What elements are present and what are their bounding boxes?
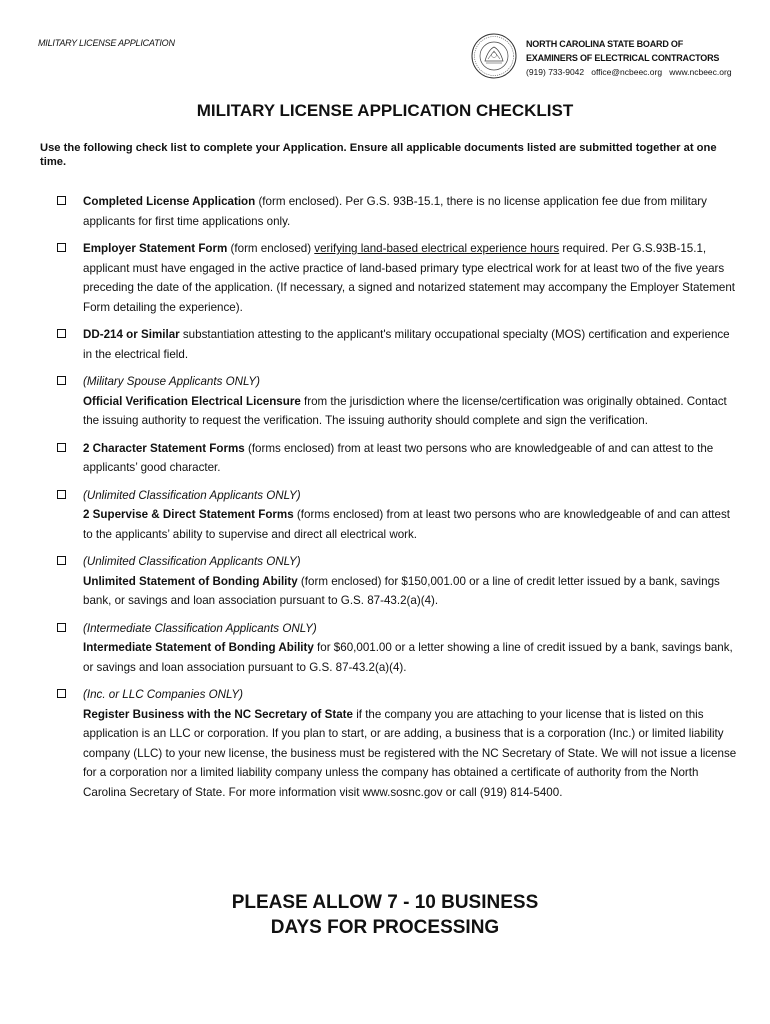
checklist-item bbox=[0, 372, 770, 431]
item-text: (forms enclosed) from at least two persons who are knowledgeable of and can attest to the applicants’ good character. bbox=[83, 441, 714, 474]
board-website[interactable]: www.ncbeec.org bbox=[669, 67, 732, 77]
processing-notice bbox=[0, 890, 770, 940]
item-text: from the jurisdiction where the license/certification was originally obtained. Contact the issuing authority to request the verification. The issuing authority should complete and sign the verification. bbox=[83, 394, 727, 427]
item-text: if the company you are attaching to your license that is listed on this application is an LLC or corporation. If you plan to start, or are adding, a business that is a corporation (Inc.) or limited liability company (LLC) to your new license, the business must be registered with the NC Secretary of State. We will not issue a license for a corporation nor a limited liability company unless the company has obtained a certificate of authority from the North Carolina Secretary of State. For more information visit www.sosnc.gov or call (919) 814-5400. bbox=[83, 707, 737, 799]
checklist-item bbox=[0, 239, 770, 317]
checklist-item-text bbox=[83, 685, 738, 802]
checklist-item bbox=[0, 552, 770, 611]
checkbox[interactable] bbox=[57, 490, 66, 499]
checklist-item-text bbox=[83, 192, 738, 231]
item-label: Register Business with the NC Secretary of State bbox=[83, 707, 353, 721]
board-contact bbox=[526, 65, 732, 79]
item-label: Employer Statement Form bbox=[83, 242, 228, 255]
item-label: 2 Supervise & Direct Statement Forms bbox=[83, 508, 294, 521]
checklist-item-text bbox=[83, 619, 738, 678]
checklist bbox=[0, 192, 770, 810]
item-note: (Military Spouse Applicants ONLY) bbox=[83, 375, 260, 388]
checklist-item-text bbox=[83, 372, 738, 431]
checklist-item-text bbox=[83, 486, 738, 545]
item-note: (Unlimited Classification Applicants ONLY) bbox=[83, 488, 301, 502]
item-pre-text: (form enclosed) bbox=[227, 242, 315, 255]
item-note: (Unlimited Classification Applicants ONLY) bbox=[83, 555, 301, 568]
checklist-item-text bbox=[83, 239, 738, 317]
board-name-line1: NORTH CAROLINA STATE BOARD OF bbox=[526, 39, 684, 49]
item-text: (form enclosed) for $150,001.00 or a line of credit letter issued by a bank, savings bank, or savings and loan association pursuant to G.S. 87-43.2(a)(4). bbox=[83, 574, 720, 607]
checkbox[interactable] bbox=[57, 196, 66, 205]
checklist-item bbox=[0, 486, 770, 545]
item-label: Completed License Application bbox=[83, 195, 256, 208]
item-label: 2 Character Statement Forms bbox=[83, 441, 245, 455]
checklist-item-text bbox=[83, 439, 738, 478]
intro-text: Use the following check list to complete your Application. Ensure all applicable documents listed are submitted together at one time. bbox=[40, 142, 717, 168]
board-info bbox=[526, 37, 732, 79]
checklist-item-text bbox=[83, 325, 738, 364]
page-title: MILITARY LICENSE APPLICATION CHECKLIST bbox=[196, 101, 574, 120]
checklist-item bbox=[0, 439, 770, 478]
processing-notice-line2: DAYS FOR PROCESSING bbox=[270, 917, 500, 938]
board-email[interactable]: office@ncbeec.org bbox=[591, 67, 663, 77]
checkbox[interactable] bbox=[57, 243, 66, 252]
item-label: Intermediate Statement of Bonding Ability bbox=[83, 641, 314, 654]
item-text: for $60,001.00 or a letter showing a line of credit issued by a bank, savings bank, or savings and loan association pursuant to G.S. 87-43.2(a)(4). bbox=[83, 641, 733, 674]
board-phone: (919) 733-9042 bbox=[526, 67, 585, 77]
processing-notice-line1: PLEASE ALLOW 7 - 10 BUSINESS bbox=[231, 892, 539, 913]
item-underlined-text: verifying land-based electrical experience hours bbox=[314, 242, 560, 255]
item-text: (forms enclosed) from at least two persons who are knowledgeable of and can attest to the applicants’ ability to supervise and direct all electrical work. bbox=[83, 508, 730, 541]
item-note: (Intermediate Classification Applicants ONLY) bbox=[83, 621, 317, 635]
checkbox[interactable] bbox=[57, 443, 66, 452]
item-label: Official Verification Electrical Licensure bbox=[83, 394, 301, 408]
checklist-item bbox=[0, 685, 770, 802]
item-note: (Inc. or LLC Companies ONLY) bbox=[83, 688, 244, 701]
checkbox[interactable] bbox=[57, 329, 66, 338]
checkbox[interactable] bbox=[57, 556, 66, 565]
form-name: MILITARY LICENSE APPLICATION bbox=[38, 38, 175, 48]
item-text: (form enclosed). Per G.S. 93B-15.1, there is no license application fee due from military applicants for first time applications only. bbox=[83, 195, 707, 228]
item-label: Unlimited Statement of Bonding Ability bbox=[83, 574, 298, 588]
checklist-item bbox=[0, 192, 770, 231]
item-text: required. Per G.S.93B-15.1, applicant must have engaged in the active practice of land-based primary type electrical work for at least two of the five years preceding the date of the application. (If necessary, a signed and notarized statement may accompany the Employer Statement Form detailing the experience). bbox=[83, 242, 735, 314]
item-text: substantiation attesting to the applicant's military occupational specialty (MOS) certification and experience in the electrical field. bbox=[83, 328, 730, 361]
checklist-item bbox=[0, 325, 770, 364]
checkbox[interactable] bbox=[57, 689, 66, 698]
checklist-item-text bbox=[83, 552, 738, 611]
checkbox[interactable] bbox=[57, 376, 66, 385]
board-name-line2: EXAMINERS OF ELECTRICAL CONTRACTORS bbox=[526, 53, 720, 63]
checklist-item bbox=[0, 619, 770, 678]
state-board-seal-icon bbox=[471, 33, 517, 79]
checkbox[interactable] bbox=[57, 623, 66, 632]
item-label: DD-214 or Similar bbox=[83, 328, 180, 341]
